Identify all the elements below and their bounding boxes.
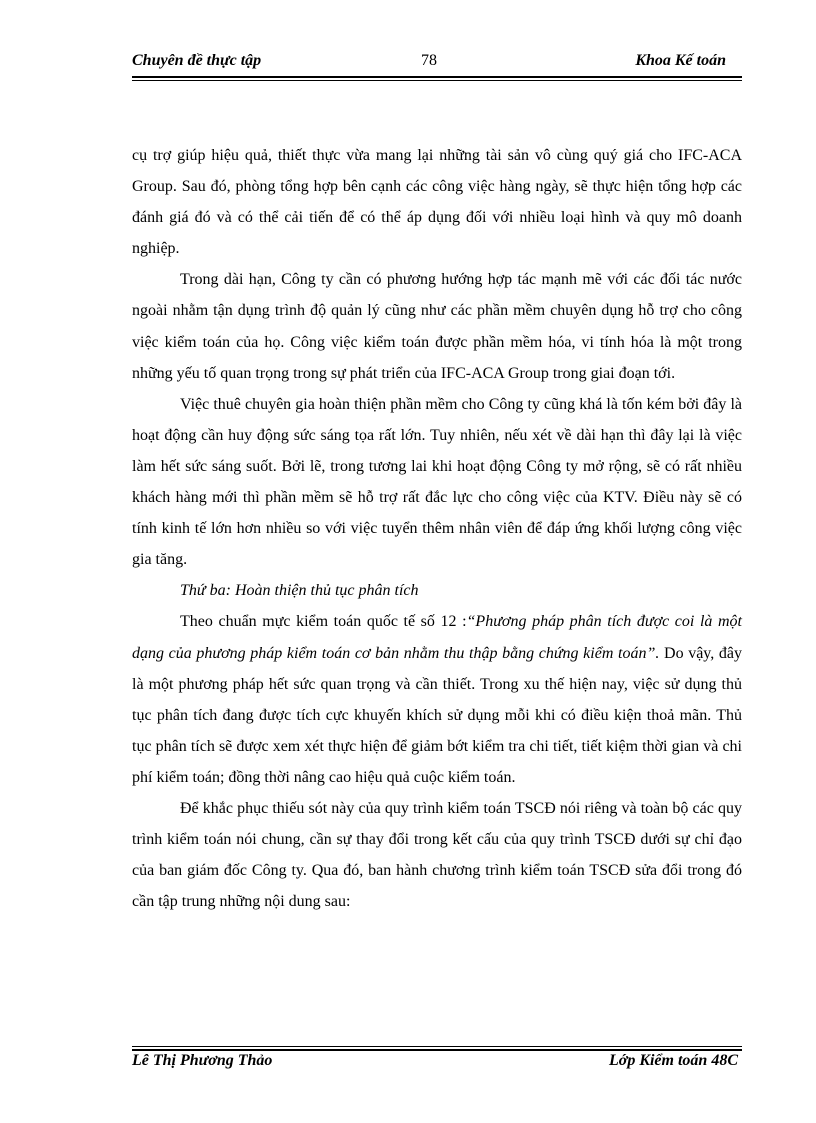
footer-class: Lớp Kiểm toán 48C — [608, 1052, 738, 1069]
paragraph-5: Để khắc phục thiếu sót này của quy trình kiểm toán TSCĐ nói riêng và toàn bộ các quy trình kiểm toán nói chung, cần sự thay đổi trong kết cấu của quy trình TSCĐ dưới sự chỉ đạo của ban giám đốc Công ty. Qua đó, ban hành chương trình kiểm toán TSCĐ sửa đổi trong đó cần tập trung những nội dung sau: — [132, 799, 742, 911]
footer-rule-thin — [132, 1046, 742, 1047]
header-rule-thin — [132, 80, 742, 81]
document-body — [132, 140, 742, 917]
footer-author: Lê Thị Phương Thảo — [132, 1052, 273, 1069]
header-title: Chuyên đề thực tập — [132, 52, 262, 69]
page-number: 78 — [421, 52, 437, 69]
paragraph-4-quote: “Phương pháp phân tích được coi là một dạng của phương pháp kiểm toán cơ bản nhằm thu thập bằng chứng kiểm toán”. — [132, 613, 742, 662]
footer-rule-thick — [132, 1049, 742, 1051]
paragraph-1: cụ trợ giúp hiệu quả, thiết thực vừa mang lại những tài sản vô cùng quý giá cho IFC-ACA Group. Sau đó, phòng tổng hợp bên cạnh các công việc hàng ngày, sẽ thực hiện tổng hợp các đánh giá đó và có thể cải tiến để có thể áp dụng đối với nhiều loại hình và quy mô doanh nghiệp. — [132, 147, 742, 258]
paragraph-4-lead: Theo chuẩn mực kiểm toán quốc tế số 12 : — [180, 613, 467, 631]
page-footer — [132, 1052, 738, 1076]
header-department: Khoa Kế toán — [635, 52, 726, 69]
page-header — [132, 50, 726, 76]
paragraph-4-rest: Do vậy, đây là một phương pháp hết sức quan trọng và cần thiết. Trong xu thế hiện nay, việc sử dụng thủ tục phân tích đang được tích cực khuyến khích sử dụng mỗi khi có điều kiện thoả mãn. Thủ tục phân tích sẽ được xem xét thực hiện để giảm bớt kiểm tra chi tiết, tiết kiệm thời gian và chi phí kiểm toán; đồng thời nâng cao hiệu quả cuộc kiểm toán. — [132, 644, 742, 786]
paragraph-2: Trong dài hạn, Công ty cần có phương hướng hợp tác mạnh mẽ với các đối tác nước ngoài nhằm tận dụng trình độ quản lý cũng như các phần mềm chuyên dụng hỗ trợ cho công việc kiểm toán của họ. Công việc kiểm toán được phần mềm hóa, vi tính hóa là một trong những yếu tố quan trọng trong sự phát triển của IFC-ACA Group trong giai đoạn tới. — [132, 271, 742, 382]
paragraph-3: Việc thuê chuyên gia hoàn thiện phần mềm cho Công ty cũng khá là tốn kém bởi đây là hoạt động cần huy động sức sáng tọa rất lớn. Tuy nhiên, nếu xét về dài hạn thì đây lại là việc làm hết sức sáng suốt. Bởi lẽ, trong tương lai khi hoạt động Công ty mở rộng, sẽ có rất nhiều khách hàng mới thì phần mềm sẽ hỗ trợ rất đắc lực cho công việc của KTV. Điều này sẽ có tính kinh tế lớn hơn nhiều so với việc tuyển thêm nhân viên để đáp ứng khối lượng công việc gia tăng. — [132, 395, 742, 569]
section-heading: Thứ ba: Hoàn thiện thủ tục phân tích — [180, 582, 419, 600]
header-rule-thick — [132, 76, 742, 78]
paragraph-4 — [132, 606, 742, 793]
